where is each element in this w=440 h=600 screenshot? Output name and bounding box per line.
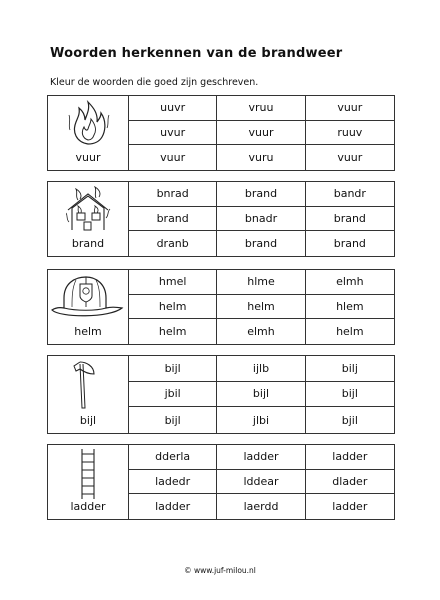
word-cell[interactable]: bijl bbox=[306, 382, 394, 408]
picture-label: ladder bbox=[70, 500, 106, 513]
word-cell[interactable]: brand bbox=[306, 207, 394, 232]
word-cell[interactable]: dranb bbox=[129, 231, 217, 256]
word-cell[interactable]: ruuv bbox=[306, 121, 394, 146]
word-cell[interactable]: uuvr bbox=[129, 96, 217, 121]
word-block-bijl bbox=[47, 355, 395, 434]
word-cell[interactable]: ladder bbox=[217, 445, 305, 470]
word-cell[interactable]: vuru bbox=[217, 145, 305, 170]
word-cell[interactable]: brand bbox=[217, 231, 305, 256]
word-block-helm bbox=[47, 269, 395, 345]
word-cell[interactable]: bijl bbox=[129, 407, 217, 433]
word-cell[interactable]: brand bbox=[333, 237, 366, 251]
burning-house-icon bbox=[66, 186, 112, 232]
word-grid bbox=[129, 356, 394, 433]
word-cell[interactable]: dlader bbox=[306, 470, 394, 495]
word-cell[interactable]: uvur bbox=[129, 121, 217, 146]
word-cell[interactable]: bnadr bbox=[217, 207, 305, 232]
word-grid bbox=[129, 96, 394, 170]
word-cell[interactable]: hmel bbox=[129, 270, 217, 295]
word-cell[interactable]: jlbi bbox=[217, 407, 305, 433]
picture-label: vuur bbox=[75, 151, 101, 164]
word-blocks bbox=[47, 95, 395, 530]
ladder-icon bbox=[78, 448, 98, 500]
word-cell[interactable]: bandr bbox=[306, 182, 394, 207]
word-cell[interactable]: elmh bbox=[217, 319, 305, 344]
picture-label: brand bbox=[71, 237, 105, 250]
word-cell[interactable]: elmh bbox=[306, 270, 394, 295]
instruction: Kleur de woorden die goed zijn geschreven. bbox=[50, 77, 259, 88]
picture-cell bbox=[48, 445, 129, 519]
picture-label: helm bbox=[74, 325, 102, 338]
word-cell[interactable]: helm bbox=[129, 319, 217, 344]
word-block-vuur bbox=[47, 95, 395, 171]
word-block-brand bbox=[47, 181, 395, 257]
copyright-footer: © www.juf-milou.nl bbox=[184, 566, 256, 575]
word-grid bbox=[129, 445, 394, 519]
word-cell[interactable]: vuur bbox=[217, 121, 305, 146]
word-cell[interactable]: dderla bbox=[129, 445, 217, 470]
word-cell[interactable]: vruu bbox=[217, 96, 305, 121]
word-cell[interactable]: bilj bbox=[306, 356, 394, 382]
word-cell[interactable]: helm bbox=[217, 295, 305, 320]
fire-icon bbox=[66, 100, 111, 146]
word-cell[interactable]: hlem bbox=[306, 295, 394, 320]
word-cell[interactable]: helm bbox=[336, 325, 364, 339]
word-cell[interactable]: vuur bbox=[129, 145, 217, 170]
word-cell[interactable]: helm bbox=[129, 295, 217, 320]
word-cell[interactable]: ladder bbox=[129, 494, 217, 519]
word-cell[interactable]: brand bbox=[217, 182, 305, 207]
picture-label: bijl bbox=[79, 414, 97, 427]
word-cell[interactable]: brand bbox=[129, 207, 217, 232]
word-cell[interactable]: vuur bbox=[306, 96, 394, 121]
word-cell[interactable]: ijlb bbox=[217, 356, 305, 382]
word-grid bbox=[129, 270, 394, 344]
word-cell[interactable]: hlme bbox=[217, 270, 305, 295]
word-cell[interactable]: laerdd bbox=[217, 494, 305, 519]
word-cell[interactable]: jbil bbox=[129, 382, 217, 408]
word-grid bbox=[129, 182, 394, 256]
picture-cell bbox=[48, 182, 129, 256]
word-cell[interactable]: ladder bbox=[306, 445, 394, 470]
word-cell[interactable]: bjil bbox=[341, 413, 358, 427]
word-block-ladder bbox=[47, 444, 395, 520]
word-cell[interactable]: bijl bbox=[217, 382, 305, 408]
word-cell[interactable]: bnrad bbox=[129, 182, 217, 207]
firefighter-helmet-icon bbox=[50, 274, 124, 320]
word-cell[interactable]: vuur bbox=[337, 151, 363, 165]
word-cell[interactable]: ladder bbox=[332, 500, 368, 514]
word-cell[interactable]: ladedr bbox=[129, 470, 217, 495]
axe-icon bbox=[72, 360, 102, 410]
word-cell[interactable]: lddear bbox=[217, 470, 305, 495]
picture-cell bbox=[48, 356, 129, 433]
word-cell[interactable]: bijl bbox=[129, 356, 217, 382]
picture-cell bbox=[48, 96, 129, 170]
page-title: Woorden herkennen van de brandweer bbox=[50, 46, 343, 61]
picture-cell bbox=[48, 270, 129, 344]
